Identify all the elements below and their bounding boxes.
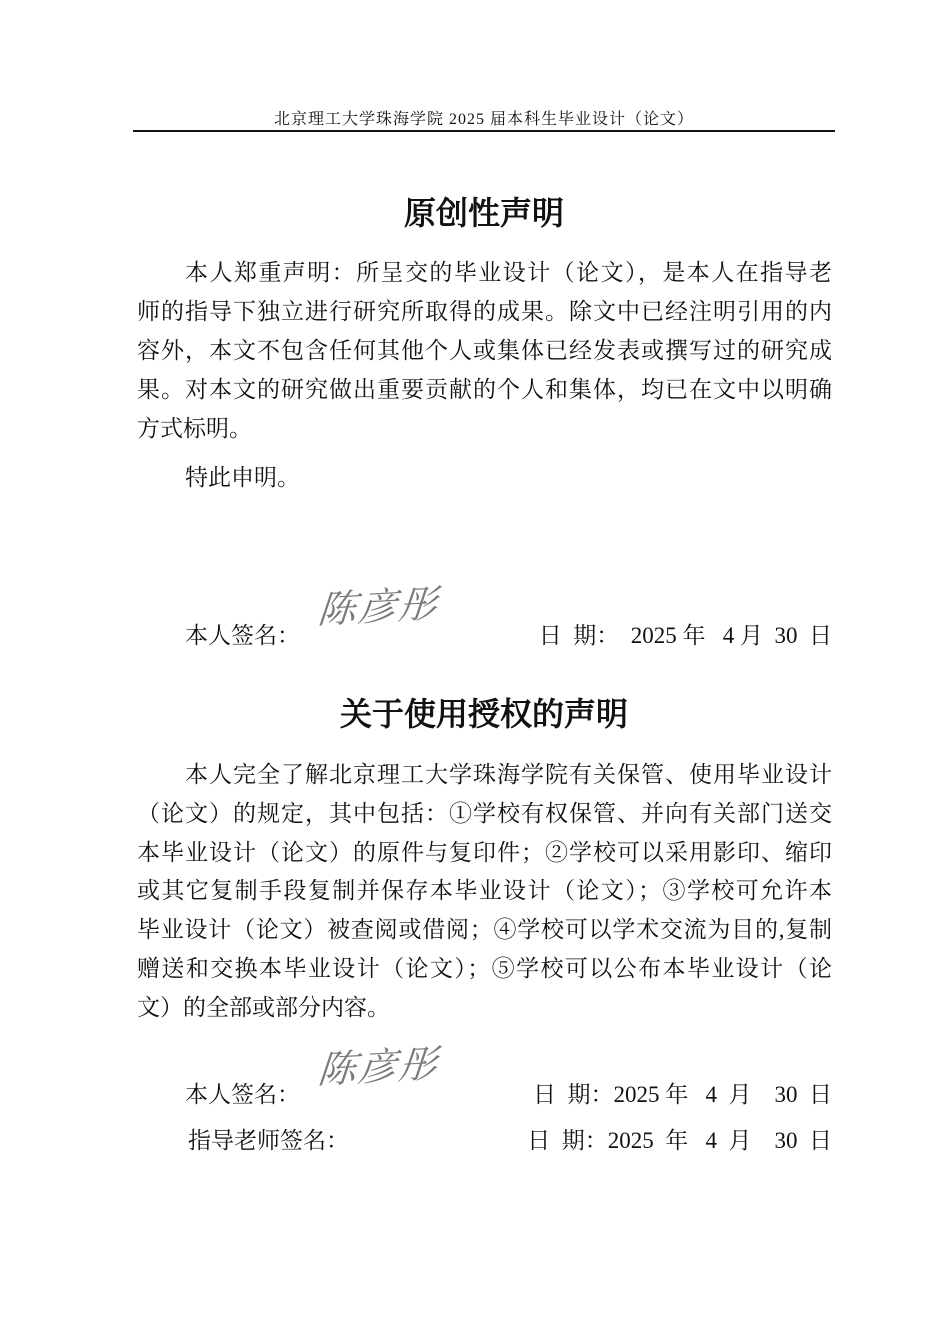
paragraph-line: 文）的全部或部分内容。 — [137, 995, 390, 1020]
paragraph-line: 或其它复制手段复制并保存本毕业设计（论文）；③学校可允许本 — [137, 878, 832, 903]
page-header: 北京理工大学珠海学院 2025 届本科生毕业设计（论文） — [273, 111, 694, 128]
handwritten-signature: 陈彦彤 — [316, 581, 441, 632]
paragraph-line: （论文）的规定，其中包括：①学校有权保管、并向有关部门送交 — [137, 801, 832, 826]
paragraph-line: 本人完全了解北京理工大学珠海学院有关保管、使用毕业设计 — [185, 762, 832, 787]
paragraph-line: 赠送和交换本毕业设计（论文）；⑤学校可以公布本毕业设计（论 — [137, 956, 832, 981]
advisor-signature-date: 日 期：2025 年 4 月 30 日 — [527, 1128, 832, 1153]
signature-date: 日 期： 2025 年 4 月 30 日 — [538, 623, 832, 648]
signature-label: 本人签名： — [185, 623, 300, 648]
signature-date: 日 期：2025 年 4 月 30 日 — [533, 1082, 832, 1107]
paragraph-line: 本人郑重声明：所呈交的毕业设计（论文），是本人在指导老 — [185, 260, 832, 285]
paragraph-line: 师的指导下独立进行研究所取得的成果。除文中已经注明引用的内 — [137, 299, 832, 324]
paragraph-line: 容外，本文不包含任何其他个人或集体已经发表或撰写过的研究成 — [137, 338, 832, 363]
handwritten-signature: 陈彦彤 — [316, 1041, 441, 1092]
paragraph-line: 本毕业设计（论文）的原件与复印件；②学校可以采用影印、缩印 — [137, 840, 832, 865]
advisor-signature-label: 指导老师签名： — [188, 1128, 349, 1153]
closing-text: 特此申明。 — [185, 465, 300, 490]
paragraph-line: 毕业设计（论文）被查阅或借阅；④学校可以学术交流为目的,复制 — [137, 917, 832, 942]
signature-label: 本人签名： — [185, 1082, 300, 1107]
originality-title: 原创性声明 — [403, 194, 564, 232]
paragraph-line: 方式标明。 — [137, 416, 252, 441]
header-rule — [133, 130, 835, 132]
authorization-title: 关于使用授权的声明 — [339, 695, 628, 733]
paragraph-line: 果。对本文的研究做出重要贡献的个人和集体，均已在文中以明确 — [137, 377, 832, 402]
